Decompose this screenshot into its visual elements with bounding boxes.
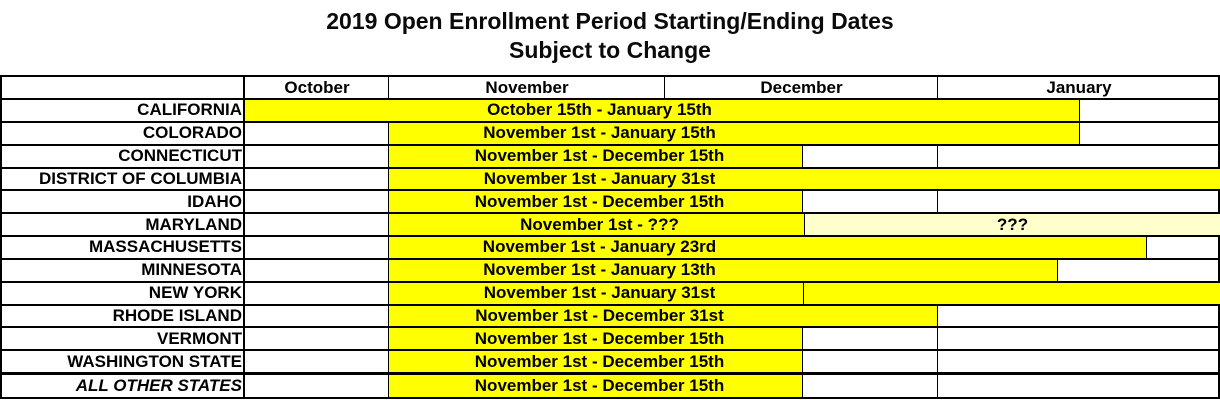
table-row-new-york <box>2 283 1218 306</box>
enrollment-period-label: November 1st - January 15th <box>483 123 716 143</box>
month-header-november: November <box>485 77 569 97</box>
table-row-vermont <box>2 328 1218 351</box>
enrollment-period-label: November 1st - January 31st <box>483 168 716 188</box>
state-label: VERMONT <box>157 328 242 348</box>
state-label: COLORADO <box>142 123 242 143</box>
table-row-rhode-island <box>2 306 1218 329</box>
state-label: MARYLAND <box>145 214 242 234</box>
table-row-connecticut <box>2 146 1218 169</box>
enrollment-period-label: October 15th - January 15th <box>487 100 712 120</box>
enrollment-period-label: November 1st - December 15th <box>474 191 725 211</box>
state-label: ALL OTHER STATES <box>75 376 242 396</box>
enrollment-period-label: November 1st - December 31st <box>475 306 724 326</box>
enrollment-period-label: November 1st - December 15th <box>474 146 725 166</box>
enrollment-period-label: November 1st - January 31st <box>483 283 716 303</box>
state-label: IDAHO <box>187 191 242 211</box>
table-row-maryland <box>2 214 1218 237</box>
table-row-minnesota <box>2 260 1218 283</box>
state-label: NEW YORK <box>148 283 242 303</box>
state-label: WASHINGTON STATE <box>67 351 242 371</box>
enrollment-period-label: November 1st - ??? <box>520 214 679 234</box>
month-header-january: January <box>1046 77 1112 97</box>
state-label: MINNESOTA <box>141 260 242 280</box>
table-row-california <box>2 100 1218 123</box>
table-row-massachusetts <box>2 237 1218 260</box>
enrollment-period-label: November 1st - January 13th <box>483 260 716 280</box>
month-header-december: December <box>760 77 843 97</box>
chart-title-line1: 2019 Open Enrollment Period Starting/Ending Dates <box>326 8 894 34</box>
table-row-all-other-states <box>2 374 1218 397</box>
state-label: CALIFORNIA <box>137 100 242 120</box>
state-label: CONNECTICUT <box>118 146 242 166</box>
chart-title-line2: Subject to Change <box>509 37 711 63</box>
enrollment-period-label: November 1st - January 23rd <box>482 237 717 257</box>
enrollment-period-label: November 1st - December 15th <box>474 376 725 396</box>
enrollment-period-label: November 1st - December 15th <box>474 351 725 371</box>
month-header-october: October <box>284 77 350 97</box>
gantt-table <box>0 75 1220 399</box>
enrollment-period-label: November 1st - December 15th <box>474 328 725 348</box>
state-label: MASSACHUSETTS <box>88 237 242 257</box>
header-row <box>2 77 1218 100</box>
table-row-colorado <box>2 123 1218 146</box>
state-label: RHODE ISLAND <box>112 306 242 326</box>
tentative-label: ??? <box>996 214 1029 234</box>
state-label: DISTRICT OF COLUMBIA <box>38 168 242 188</box>
table-row-washington-state <box>2 351 1218 374</box>
chart-title <box>0 7 1220 65</box>
table-row-district-of-columbia <box>2 169 1218 192</box>
table-row-idaho <box>2 191 1218 214</box>
cell-divider-line <box>803 283 804 304</box>
